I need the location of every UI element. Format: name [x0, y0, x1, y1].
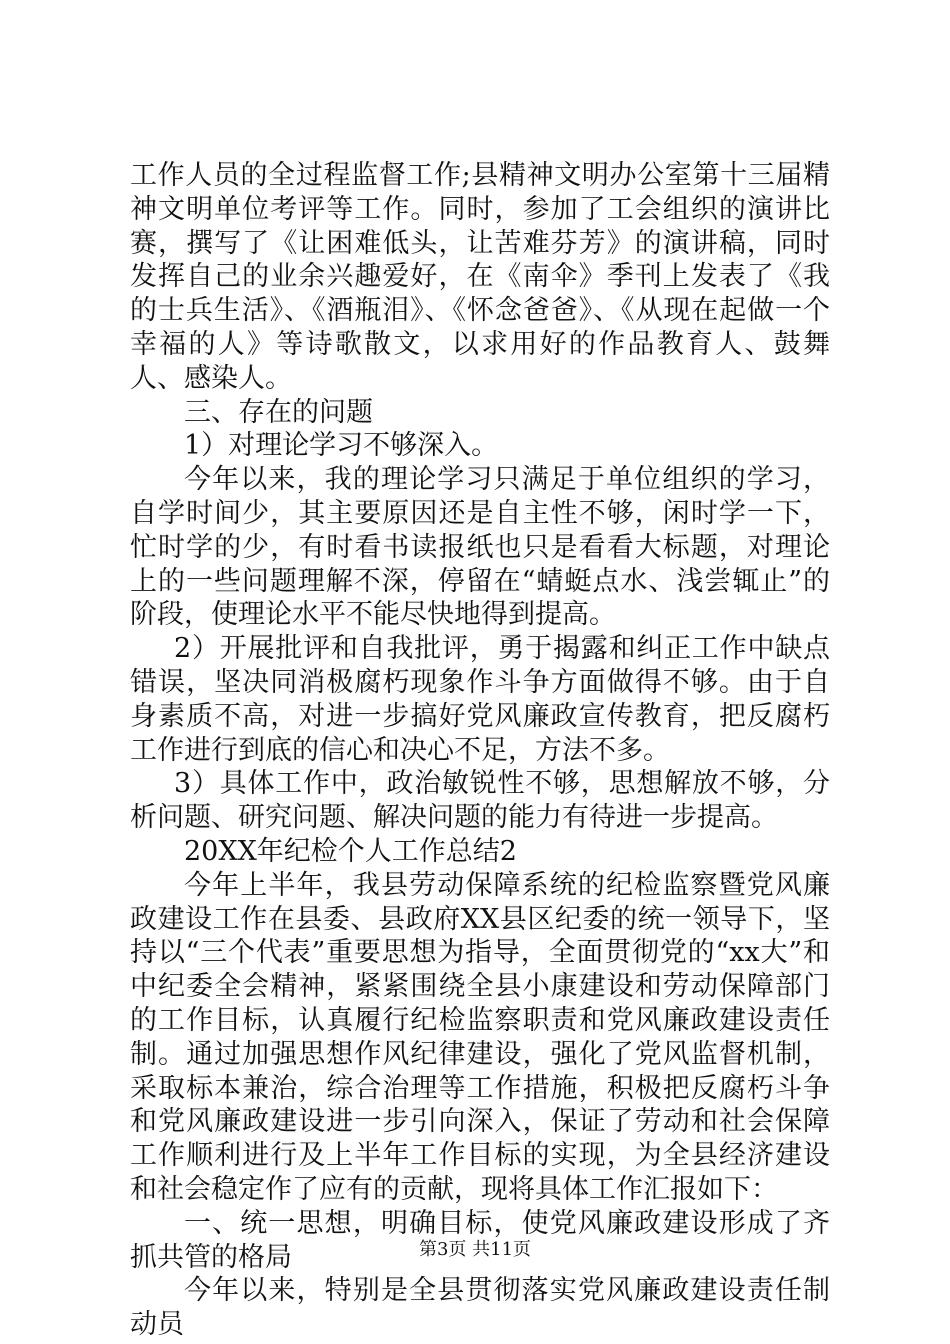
document-body	[130, 159, 830, 1342]
section-heading-unify-thinking: 一、统一思想，明确目标，使党风廉政建设形成了齐抓共管的格局	[130, 1207, 830, 1273]
paragraph-unify-thinking: 今年以来，特别是全县贯彻落实党风廉政建设责任制动员	[130, 1275, 830, 1341]
paragraph-continuation: 工作人员的全过程监督工作;县精神文明办公室第十三届精神文明单位考评等工作。同时，参加了工会组织的演讲比赛，撰写了《让困难低头，让苦难芬芳》的演讲稿，同时发挥自己的业余兴趣爱好，在《南伞》季刊上发表了《我的士兵生活》、《酒瓶泪》、《怀念爸爸》、《从现在起做一个幸福的人》等诗歌散文，以求用好的作品教育人、鼓舞人、感染人。	[130, 160, 830, 394]
paragraph-problem-2: 2）开展批评和自我批评，勇于揭露和纠正工作中缺点错误，坚决同消极腐朽现象作斗争方面做得不够。由于自身素质不高，对进一步搞好党风廉政宣传教育，把反腐朽工作进行到底的信心和决心不足，方法不多。	[130, 633, 830, 766]
paragraph-problem-1: 今年以来，我的理论学习只满足于单位组织的学习，自学时间少，其主要原因还是自主性不够，闲时学一下，忙时学的少，有时看书读报纸也只是看看大标题，对理论上的一些问题理解不深，停留在“蜻蜓点水、浅尝辄止”的阶段，使理论水平不能尽快地得到提高。	[130, 464, 830, 631]
section-title-summary-2: 20XX年纪检个人工作总结2	[184, 835, 517, 867]
problem-item-1-heading: 1）对理论学习不够深入。	[184, 430, 499, 462]
paragraph-summary-intro: 今年上半年，我县劳动保障系统的纪检监察暨党风廉政建设工作在县委、县政府XX县区纪委的统一领导下，坚持以“三个代表”重要思想为指导，全面贯彻党的“xx大”和中纪委全会精神，紧紧围绕全县小康建设和劳动保障部门的工作目标，认真履行纪检监察职责和党风廉政建设责任制。通过加强思想作风纪律建设，强化了党风监督机制，采取标本兼治，综合治理等工作措施，积极把反腐朽斗争和党风廉政建设进一步引向深入，保证了劳动和社会保障工作顺利进行及上半年工作目标的实现，为全县经济建设和社会稳定作了应有的贡献，现将具体工作汇报如下：	[130, 869, 830, 1205]
paragraph-problem-3: 3）具体工作中，政治敏锐性不够，思想解放不够，分析问题、研究问题、解决问题的能力有待进一步提高。	[130, 768, 830, 834]
section-heading-problems: 三、存在的问题	[184, 396, 373, 428]
page-footer: 第3页 共11页	[418, 1239, 532, 1260]
